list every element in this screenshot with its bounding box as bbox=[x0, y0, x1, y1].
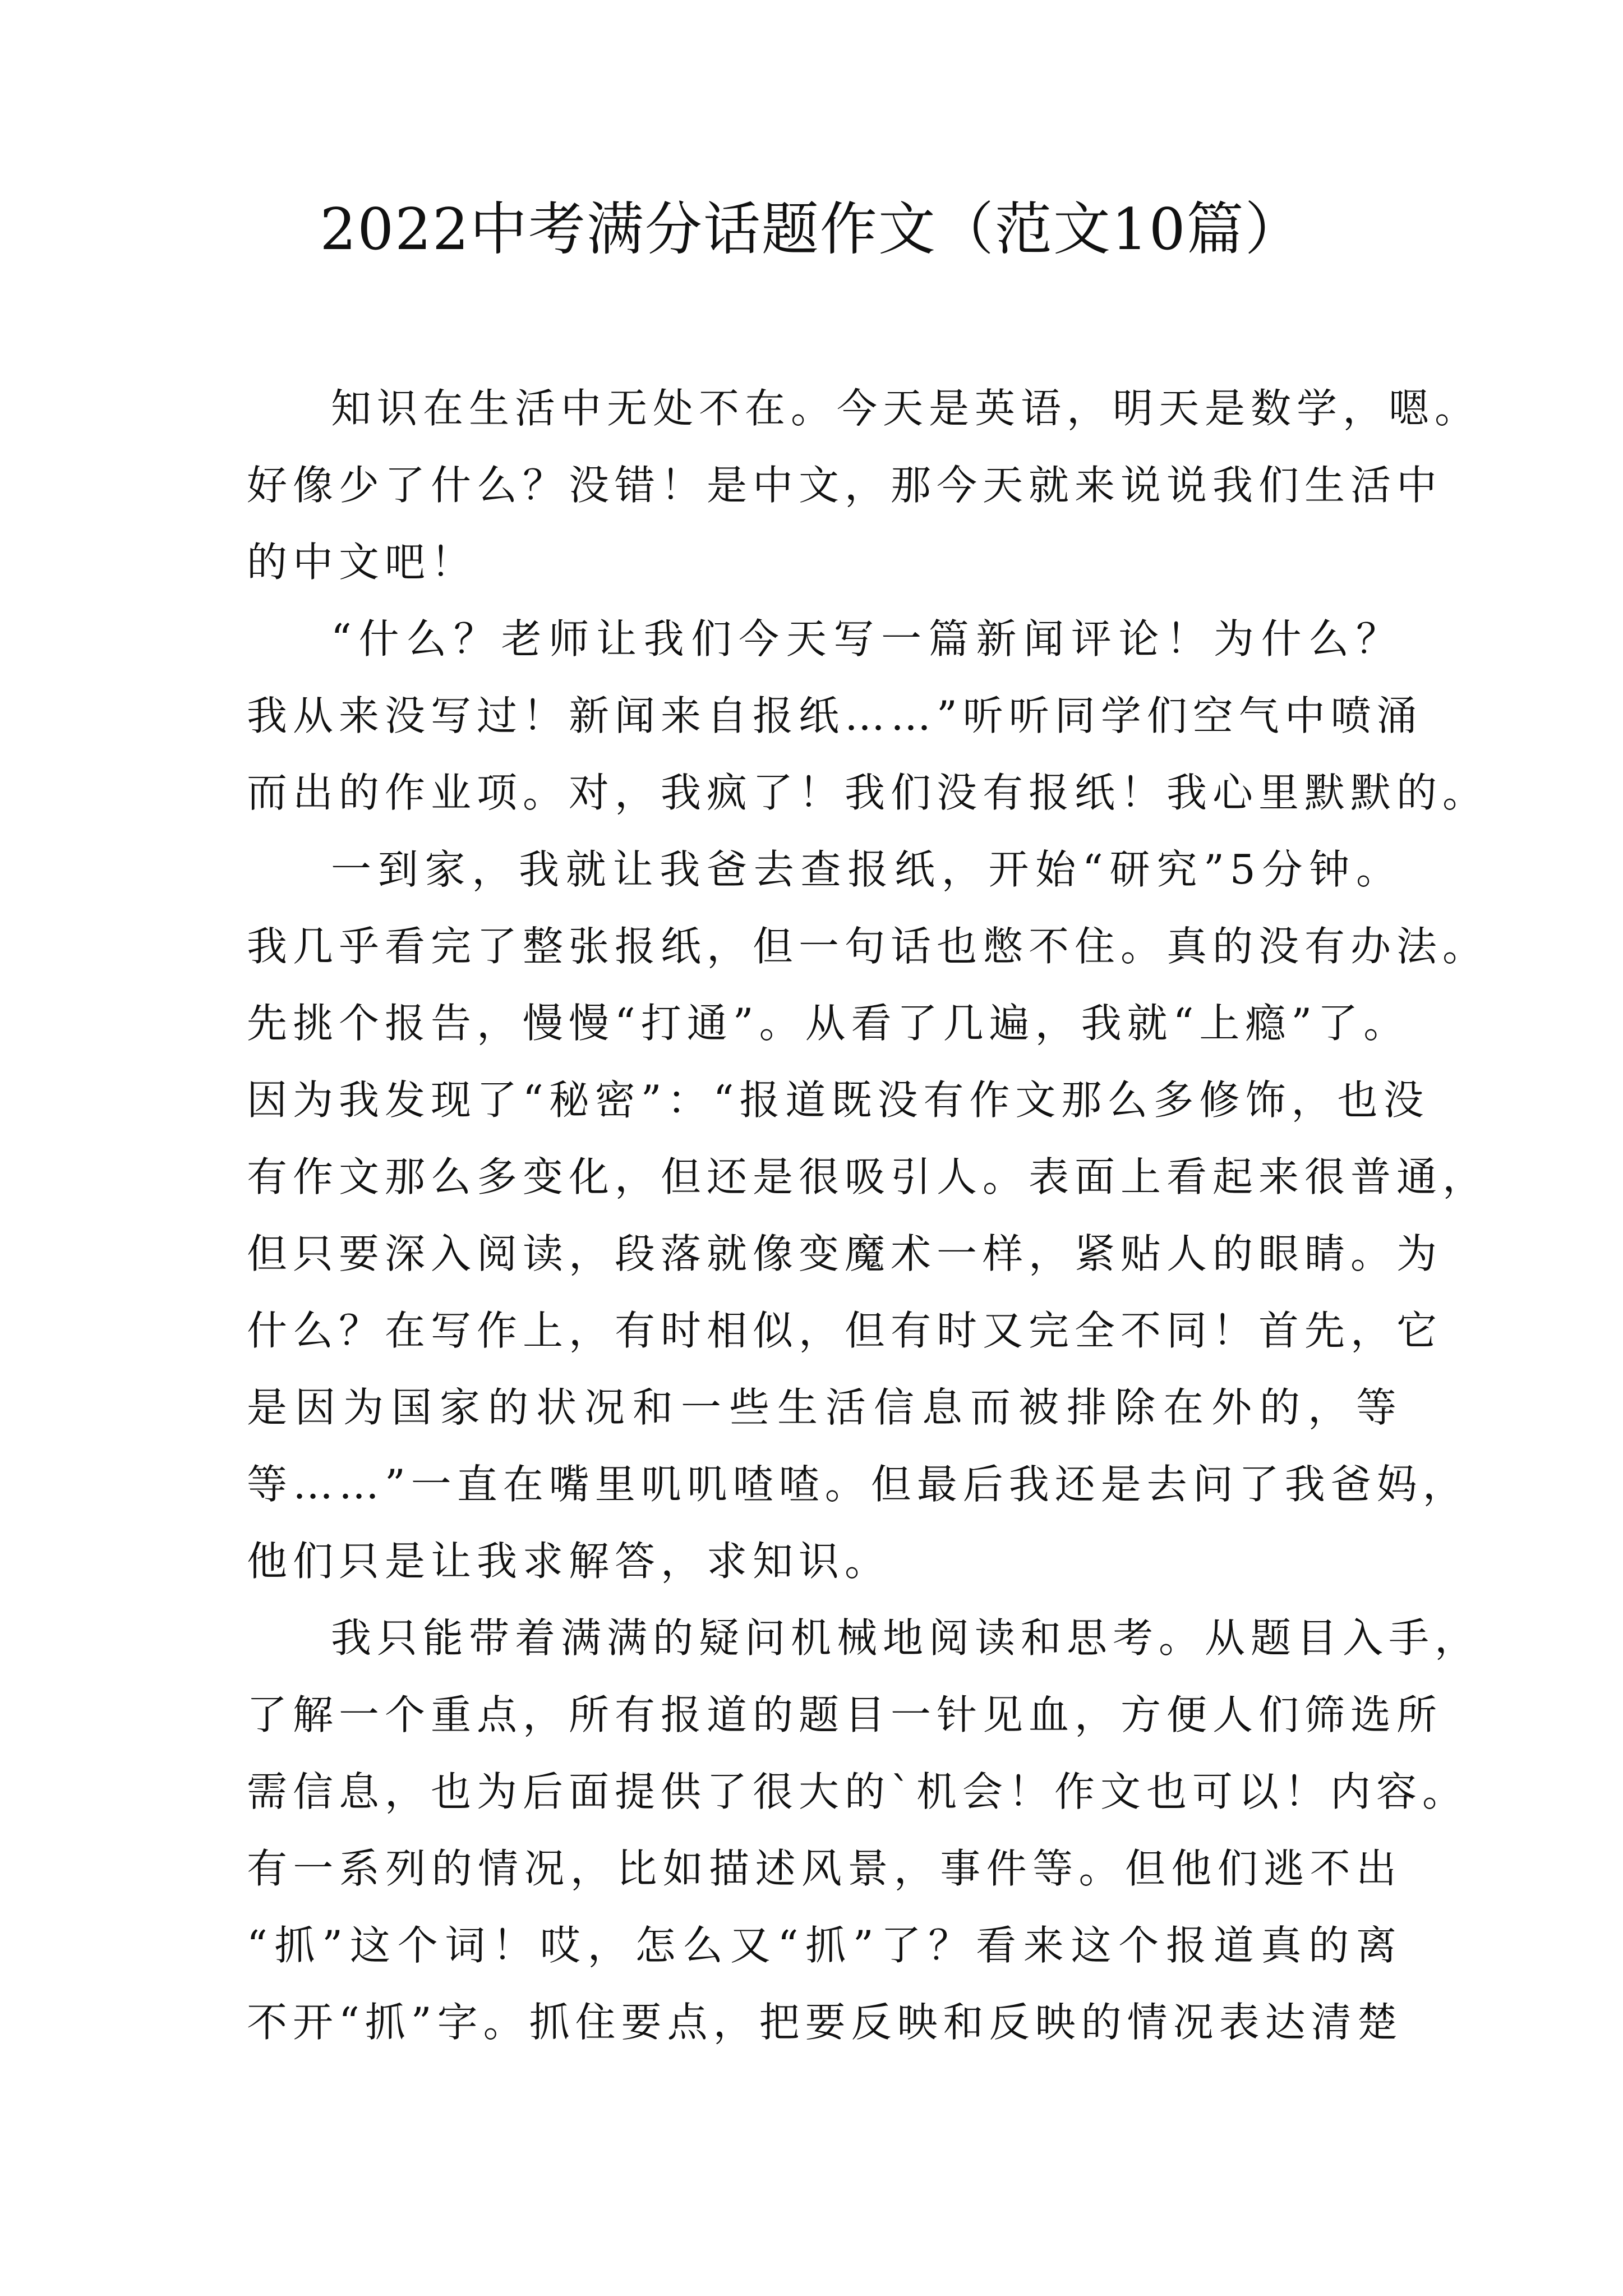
text-line: 一到家，我就让我爸去查报纸，开始“研究”5分钟。 bbox=[331, 846, 1402, 893]
document-body bbox=[247, 370, 1489, 2061]
text-line: 我只能带着满满的疑问机械地阅读和思考。从题目入手， bbox=[331, 1614, 1481, 1662]
document-title: 2022中考满分话题作文（范文10篇） bbox=[320, 196, 1303, 263]
text-line: 的中文吧！ bbox=[247, 539, 477, 586]
text-line: 了解一个重点，所有报道的题目一针见血，方便人们筛选所 bbox=[247, 1691, 1443, 1738]
text-line: 因为我发现了“秘密”：“报道既没有作文那么多修饰，也没 bbox=[247, 1076, 1430, 1124]
text-line: “抓”这个词！哎，怎么又“抓”了？看来这个报道真的离 bbox=[247, 1922, 1402, 1969]
text-line: 等……”一直在嘴里叽叽喳喳。但最后我还是去问了我爸妈， bbox=[247, 1461, 1469, 1508]
text-line: 我几乎看完了整张报纸，但一句话也憋不住。真的没有办法。 bbox=[247, 923, 1489, 970]
text-line: 有一系列的情况，比如描述风景，事件等。但他们逃不出 bbox=[247, 1845, 1402, 1892]
text-line: 有作文那么多变化，但还是很吸引人。表面上看起来很普通， bbox=[247, 1153, 1489, 1200]
text-line: 什么？在写作上，有时相似，但有时又完全不同！首先，它 bbox=[247, 1307, 1443, 1354]
text-line: “什么？老师让我们今天写一篇新闻评论！为什么？ bbox=[331, 615, 1402, 662]
text-line: 知识在生活中无处不在。今天是英语，明天是数学，嗯。 bbox=[331, 385, 1481, 432]
text-line: 是因为国家的状况和一些生活信息而被排除在外的，等 bbox=[247, 1384, 1402, 1431]
text-line: 我从来没写过！新闻来自报纸……”听听同学们空气中喷涌 bbox=[247, 692, 1423, 739]
text-line: 但只要深入阅读，段落就像变魔术一样，紧贴人的眼睛。为 bbox=[247, 1230, 1443, 1277]
text-line: 好像少了什么？没错！是中文，那今天就来说说我们生活中 bbox=[247, 462, 1443, 509]
text-line: 先挑个报告，慢慢“打通”。从看了几遍，我就“上瘾”了。 bbox=[247, 1000, 1410, 1047]
text-line: 而出的作业项。对，我疯了！我们没有报纸！我心里默默的。 bbox=[247, 769, 1489, 816]
text-line: 需信息，也为后面提供了很大的`机会！作文也可以！内容。 bbox=[247, 1768, 1469, 1815]
text-line: 不开“抓”字。抓住要点，把要反映和反映的情况表达清楚 bbox=[247, 1999, 1403, 2046]
text-line: 他们只是让我求解答，求知识。 bbox=[247, 1538, 891, 1585]
